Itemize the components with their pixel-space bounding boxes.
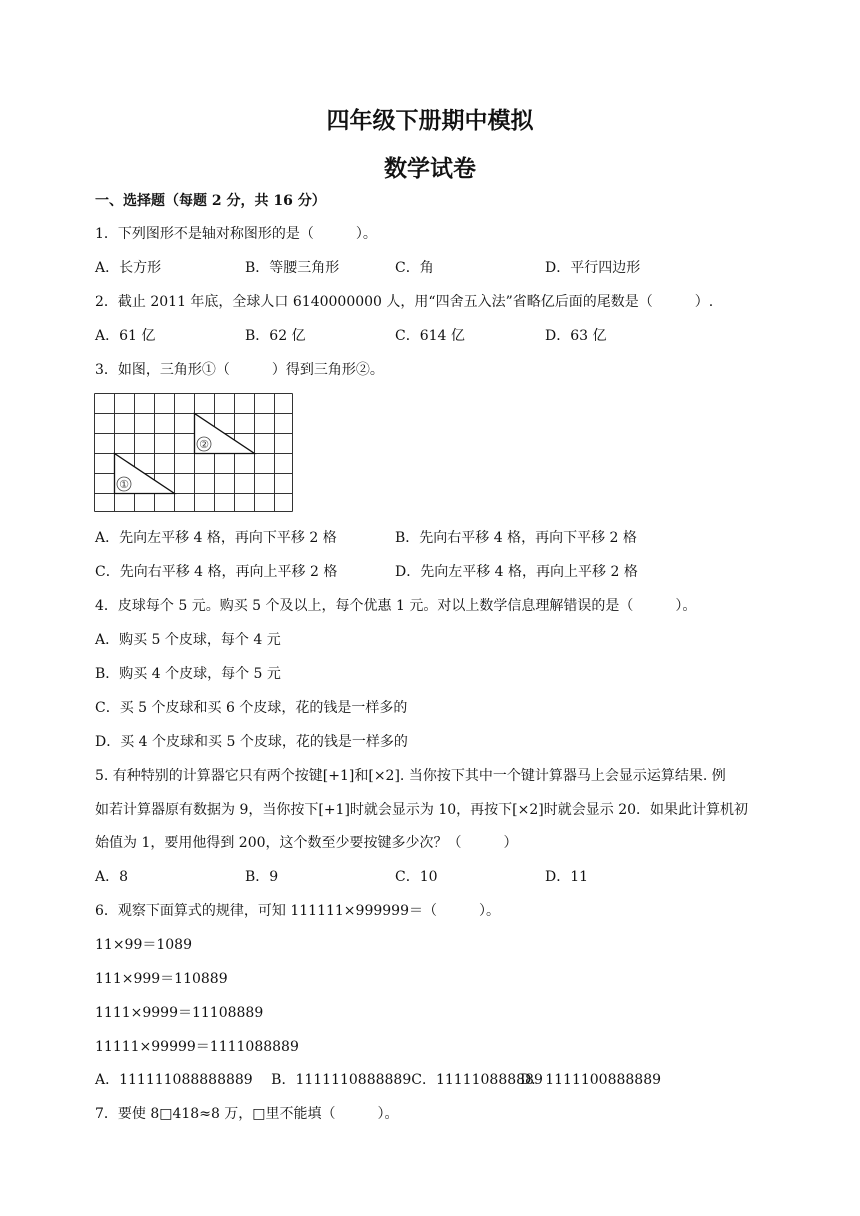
translation-grid-figure <box>94 393 294 513</box>
question-5-option-b: B．9 <box>245 869 279 885</box>
question-1-option-a: A．长方形 <box>95 260 162 276</box>
page-subtitle: 数学试卷 <box>384 155 476 182</box>
question-4-option-a: A．购买 5 个皮球，每个 4 元 <box>95 632 281 648</box>
label-1: ① <box>119 478 129 491</box>
question-6-equation-2: 111×999＝110889 <box>95 971 228 987</box>
question-6-equation-4: 11111×99999＝1111088889 <box>95 1039 299 1055</box>
question-4-stem: 4．皮球每个 5 元。购买 5 个及以上，每个优惠 1 元。对以上数学信息理解错误的是（ ）。 <box>95 598 697 614</box>
question-6-option-d: D．1111100888889 <box>520 1072 662 1088</box>
question-4-option-c: C．买 5 个皮球和买 6 个皮球，花的钱是一样多的 <box>95 700 408 716</box>
question-5-line-3: 始值为 1，要用他得到 200，这个数至少要按键多少次？（ ） <box>95 835 518 851</box>
question-3-stem: 3．如图，三角形①（ ）得到三角形②。 <box>95 362 384 378</box>
question-5-line-2: 如若计算器原有数据为 9，当你按下[+1]时就会显示为 10，再按下[×2]时就会显示 20．如果此计算机初 <box>95 802 749 818</box>
question-2-option-b: B．62 亿 <box>245 328 306 344</box>
question-5-option-a: A．8 <box>95 869 129 885</box>
question-6-stem: 6．观察下面算式的规律，可知 111111×999999＝（ ）。 <box>95 903 500 919</box>
question-6-equation-3: 1111×9999＝11108889 <box>95 1005 264 1021</box>
question-1-option-d: D．平行四边形 <box>545 260 641 276</box>
label-2: ② <box>199 438 209 451</box>
question-5-option-c: C．10 <box>395 869 438 885</box>
question-3-option-a: A．先向左平移 4 格，再向下平移 2 格 <box>95 530 337 546</box>
question-2-option-c: C．614 亿 <box>395 328 465 344</box>
question-1-option-b: B．等腰三角形 <box>245 260 340 276</box>
question-3-option-d: D．先向左平移 4 格，再向上平移 2 格 <box>395 564 638 580</box>
question-6-equation-1: 11×99＝1089 <box>95 937 192 953</box>
question-4-option-d: D．买 4 个皮球和买 5 个皮球，花的钱是一样多的 <box>95 734 408 750</box>
section-heading: 一、选择题（每题 2 分，共 16 分） <box>95 193 326 209</box>
page-title: 四年级下册期中模拟 <box>326 107 534 134</box>
question-1-stem: 1．下列图形不是轴对称图形的是（ ）。 <box>95 226 377 242</box>
question-2-option-a: A．61 亿 <box>95 328 156 344</box>
question-2-option-d: D．63 亿 <box>545 328 607 344</box>
question-4-option-b: B．购买 4 个皮球，每个 5 元 <box>95 666 281 682</box>
question-5-option-d: D．11 <box>545 869 589 885</box>
question-3-option-c: C．先向右平移 4 格，再向上平移 2 格 <box>95 564 338 580</box>
question-7-stem: 7．要使 8□418≈8 万，□里不能填（ ）。 <box>95 1106 399 1122</box>
question-6-options-abc: A．111111088888889 B．1111110888889C．111110888889 <box>95 1072 543 1088</box>
question-1-option-c: C．角 <box>395 260 434 276</box>
question-3-option-b: B．先向右平移 4 格，再向下平移 2 格 <box>395 530 637 546</box>
question-2-stem: 2．截止 2011 年底，全球人口 6140000000 人，用“四舍五入法”省略亿后面的尾数是（ ）. <box>95 294 714 310</box>
question-5-line-1: 5. 有种特别的计算器它只有两个按键[+1]和[×2]. 当你按下其中一个键计算器马上会显示运算结果. 例 <box>95 768 726 784</box>
